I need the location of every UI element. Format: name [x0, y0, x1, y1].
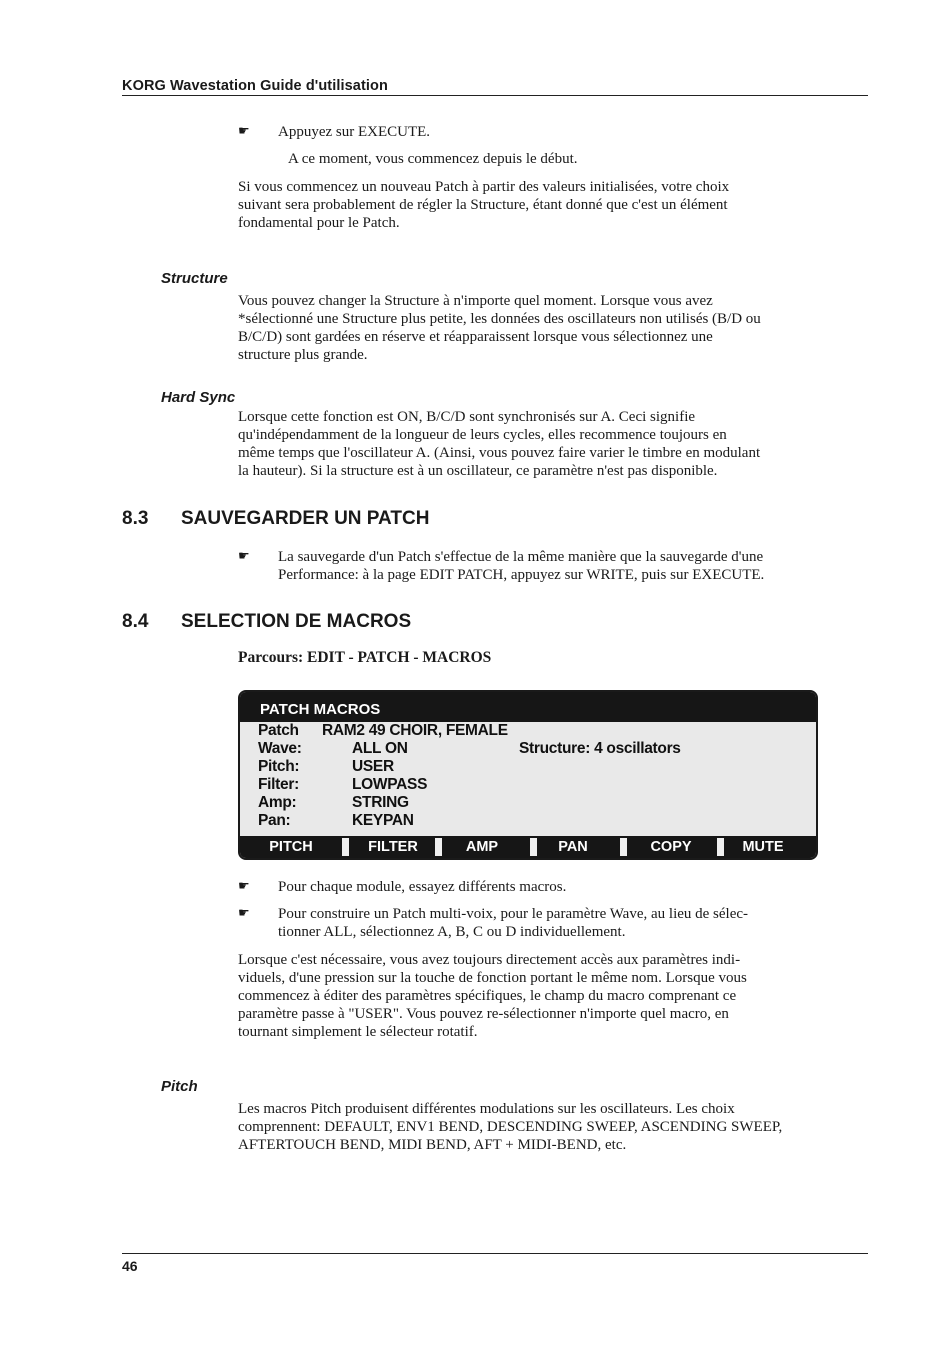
- section-number-8-4: 8.4: [122, 611, 149, 632]
- lcd-row-filter: [258, 776, 798, 794]
- softkey-separator: [435, 838, 442, 856]
- softkey-copy[interactable]: COPY: [650, 839, 692, 855]
- structure-paragraph: Vous pouvez changer la Structure à n'importe quel moment. Lorsque vous avez *sélectionné une Structure plus petite, les données des oscillateurs non utilisés (B/D ou B/C/D) sont gardées en réserve et réapparaissent lorsque vous sélectionnez une structure plus grande.: [238, 293, 761, 363]
- lcd-filter-value: LOWPASS: [352, 776, 428, 793]
- lcd-pan-value: KEYPAN: [352, 812, 414, 829]
- lcd-softkey-bar: [240, 836, 816, 858]
- intro-line: A ce moment, vous commencez depuis le début.: [288, 151, 578, 167]
- intro-paragraph: Si vous commencez un nouveau Patch à partir des valeurs initialisées, votre choix suivant sera probablement de régler la Structure, étant donné que c'est un élément fondamental pour le Patch.: [238, 179, 730, 231]
- softkey-pitch[interactable]: PITCH: [269, 839, 313, 855]
- lcd-pitch-value: USER: [352, 758, 394, 775]
- pointing-hand-icon: ☛: [238, 548, 250, 563]
- softkey-pan[interactable]: PAN: [558, 839, 588, 855]
- lcd-row-pan: [258, 812, 798, 830]
- softkey-amp[interactable]: AMP: [465, 839, 499, 855]
- lcd-patch-label: Patch: [258, 722, 299, 739]
- softkey-filter[interactable]: FILTER: [368, 839, 418, 855]
- lcd-patch-value: RAM2 49 CHOIR, FEMALE: [322, 722, 508, 739]
- page-number: 46: [122, 1258, 138, 1274]
- lcd-amp-label: Amp:: [258, 794, 297, 811]
- hardsync-heading: Hard Sync: [161, 389, 236, 406]
- pointing-hand-icon: ☛: [238, 878, 250, 893]
- softkey-separator: [530, 838, 537, 856]
- lcd-row-wave: [258, 740, 798, 758]
- pointing-hand-icon: ☛: [238, 905, 250, 920]
- lcd-title-bar: [240, 692, 816, 722]
- pitch-heading: Pitch: [161, 1078, 198, 1095]
- footer-rule: [122, 1253, 868, 1254]
- lcd-pan-label: Pan:: [258, 812, 291, 829]
- lcd-structure: Structure: 4 oscillators: [519, 740, 681, 757]
- hardsync-paragraph: Lorsque cette fonction est ON, B/C/D sont synchronisés sur A. Ceci signifie qu'indépendamment de la longueur de leurs cycles, elles recommence toujours en même temps que l'oscillateur A. (Ainsi, vous pouvez faire varier le timbre en modulant la hauteur). Si la structure est à un oscillateur, ce paramètre n'est pas disponible.: [238, 409, 761, 479]
- softkey-separator: [620, 838, 627, 856]
- lcd-wave-label: Wave:: [258, 740, 302, 757]
- softkey-mute[interactable]: MUTE: [742, 839, 784, 855]
- lcd-wave-value: ALL ON: [352, 740, 408, 757]
- section-title-8-4: SELECTION DE MACROS: [181, 611, 412, 632]
- lcd-row-amp: [258, 794, 798, 812]
- header-rule: [122, 95, 868, 96]
- lcd-filter-label: Filter:: [258, 776, 299, 793]
- intro-bullet: Appuyez sur EXECUTE.: [278, 124, 431, 140]
- after-bullet-1: Pour chaque module, essayez différents macros.: [278, 879, 567, 895]
- route-line: Parcours: EDIT - PATCH - MACROS: [238, 649, 492, 666]
- pointing-hand-icon: ☛: [238, 123, 250, 138]
- lcd-pitch-label: Pitch:: [258, 758, 300, 775]
- lcd-row-patch: [258, 722, 798, 740]
- lcd-parameter-list: [258, 722, 798, 830]
- lcd-screen: [238, 690, 818, 860]
- section-title-8-3: SAUVEGARDER UN PATCH: [181, 508, 430, 529]
- section-number-8-3: 8.3: [122, 508, 149, 529]
- structure-heading: Structure: [161, 270, 228, 287]
- running-header: KORG Wavestation Guide d'utilisation: [122, 78, 388, 94]
- pitch-paragraph: Les macros Pitch produisent différentes modulations sur les oscillateurs. Les choix comprennent: DEFAULT, ENV1 BEND, DESCENDING SWEEP, ASCENDING SWEEP, AFTERTOUCH BEND, MIDI BEND, AFT + MIDI-BEND, etc.: [238, 1101, 783, 1153]
- lcd-title: PATCH MACROS: [260, 701, 381, 718]
- lcd-row-pitch: [258, 758, 798, 776]
- softkey-separator: [717, 838, 724, 856]
- lcd-amp-value: STRING: [352, 794, 409, 811]
- after-paragraph: Lorsque c'est nécessaire, vous avez toujours directement accès aux paramètres indi- viduels, d'une pression sur la touche de fonction portant le même nom. Lorsque vous commencez à éditer des paramètres spécifiques, le champ du macro comprenant ce paramètre passe à "USER". Vous pouvez re-sélectionner n'importe quel macro, en tournant simplement le sélecteur rotatif.: [238, 952, 747, 1040]
- softkey-separator: [342, 838, 349, 856]
- after-bullet-2: Pour construire un Patch multi-voix, pour le paramètre Wave, au lieu de sélec- tionner ALL, sélectionnez A, B, C ou D individuellement.: [278, 906, 749, 940]
- sec83-paragraph: La sauvegarde d'un Patch s'effectue de la même manière que la sauvegarde d'une Performance: à la page EDIT PATCH, appuyez sur WRITE, puis sur EXECUTE.: [278, 549, 765, 583]
